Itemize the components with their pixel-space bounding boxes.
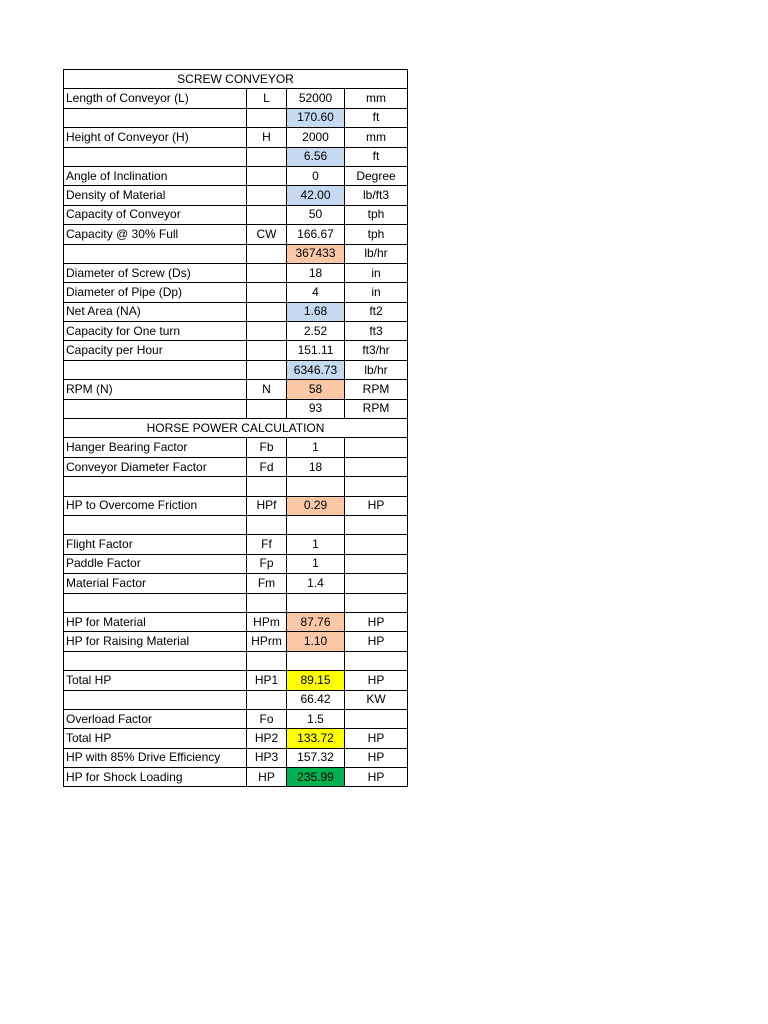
symbol-cell[interactable]: HPrm [247, 632, 287, 651]
unit-cell[interactable]: HP [345, 496, 408, 515]
unit-cell[interactable]: ft [345, 108, 408, 127]
value-cell[interactable]: 1.10 [287, 632, 345, 651]
unit-cell[interactable]: lb/hr [345, 244, 408, 263]
value-cell[interactable]: 133.72 [287, 729, 345, 748]
symbol-cell[interactable] [247, 360, 287, 379]
unit-cell[interactable]: ft3/hr [345, 341, 408, 360]
value-cell[interactable]: 1.5 [287, 709, 345, 728]
unit-cell[interactable]: in [345, 283, 408, 302]
symbol-cell[interactable]: L [247, 89, 287, 108]
parameter-cell[interactable] [64, 147, 247, 166]
value-cell[interactable]: 18 [287, 263, 345, 282]
unit-cell[interactable]: Degree [345, 166, 408, 185]
section-header-row [64, 70, 408, 89]
symbol-cell[interactable] [247, 341, 287, 360]
section-header: HORSE POWER CALCULATION [64, 419, 408, 438]
table-row [64, 438, 408, 457]
value-cell[interactable] [287, 651, 345, 670]
unit-cell[interactable]: tph [345, 225, 408, 244]
table-row [64, 496, 408, 515]
value-cell[interactable]: 367433 [287, 244, 345, 263]
value-cell[interactable]: 0.29 [287, 496, 345, 515]
table-row [64, 341, 408, 360]
symbol-cell[interactable] [247, 302, 287, 321]
value-cell[interactable] [287, 477, 345, 496]
symbol-cell[interactable] [247, 244, 287, 263]
parameter-cell[interactable] [64, 651, 247, 670]
value-cell[interactable]: 170.60 [287, 108, 345, 127]
symbol-cell[interactable] [247, 399, 287, 418]
table-row [64, 457, 408, 476]
table-row [64, 108, 408, 127]
symbol-cell[interactable]: Fm [247, 574, 287, 593]
parameter-cell[interactable]: HP for Raising Material [64, 632, 247, 651]
unit-cell[interactable] [345, 574, 408, 593]
value-cell[interactable]: 52000 [287, 89, 345, 108]
table-row [64, 593, 408, 612]
unit-cell[interactable] [345, 554, 408, 573]
unit-cell[interactable]: ft3 [345, 322, 408, 341]
parameter-cell[interactable] [64, 477, 247, 496]
value-cell[interactable]: 58 [287, 380, 345, 399]
parameter-cell[interactable]: HP for Material [64, 612, 247, 631]
value-cell[interactable]: 2.52 [287, 322, 345, 341]
parameter-cell[interactable]: Total HP [64, 671, 247, 690]
value-cell[interactable]: 50 [287, 205, 345, 224]
table-row [64, 380, 408, 399]
value-cell[interactable]: 89.15 [287, 671, 345, 690]
value-cell[interactable] [287, 515, 345, 534]
table-row [64, 399, 408, 418]
table-row [64, 166, 408, 185]
value-cell[interactable]: 1.68 [287, 302, 345, 321]
parameter-cell[interactable]: Density of Material [64, 186, 247, 205]
unit-cell[interactable]: in [345, 263, 408, 282]
table-row [64, 709, 408, 728]
section-header: SCREW CONVEYOR [64, 70, 408, 89]
value-cell[interactable]: 42.00 [287, 186, 345, 205]
value-cell[interactable]: 4 [287, 283, 345, 302]
unit-cell[interactable]: ft2 [345, 302, 408, 321]
value-cell[interactable]: 1 [287, 535, 345, 554]
symbol-cell[interactable] [247, 593, 287, 612]
table-row [64, 729, 408, 748]
symbol-cell[interactable] [247, 283, 287, 302]
symbol-cell[interactable]: Fo [247, 709, 287, 728]
symbol-cell[interactable]: HP [247, 768, 287, 787]
table-row [64, 632, 408, 651]
value-cell[interactable]: 151.11 [287, 341, 345, 360]
table-row [64, 651, 408, 670]
parameter-cell[interactable]: Capacity for One turn [64, 322, 247, 341]
unit-cell[interactable]: lb/ft3 [345, 186, 408, 205]
symbol-cell[interactable]: H [247, 128, 287, 147]
unit-cell[interactable] [345, 535, 408, 554]
table-row [64, 186, 408, 205]
unit-cell[interactable]: RPM [345, 399, 408, 418]
parameter-cell[interactable]: Overload Factor [64, 709, 247, 728]
unit-cell[interactable] [345, 515, 408, 534]
parameter-cell[interactable]: Net Area (NA) [64, 302, 247, 321]
table-row [64, 671, 408, 690]
parameter-cell[interactable]: Length of Conveyor (L) [64, 89, 247, 108]
value-cell[interactable]: 1.4 [287, 574, 345, 593]
value-cell[interactable]: 6346.73 [287, 360, 345, 379]
table-row [64, 360, 408, 379]
symbol-cell[interactable] [247, 205, 287, 224]
symbol-cell[interactable]: Fp [247, 554, 287, 573]
parameter-cell[interactable]: Paddle Factor [64, 554, 247, 573]
value-cell[interactable]: 166.67 [287, 225, 345, 244]
symbol-cell[interactable]: HP2 [247, 729, 287, 748]
section-header-row [64, 419, 408, 438]
table-row [64, 244, 408, 263]
value-cell[interactable]: 1 [287, 438, 345, 457]
symbol-cell[interactable] [247, 166, 287, 185]
table-row [64, 477, 408, 496]
parameter-cell[interactable] [64, 244, 247, 263]
symbol-cell[interactable] [247, 690, 287, 709]
parameter-cell[interactable]: HP with 85% Drive Efficiency [64, 748, 247, 767]
unit-cell[interactable] [345, 593, 408, 612]
symbol-cell[interactable]: Fb [247, 438, 287, 457]
symbol-cell[interactable]: Ff [247, 535, 287, 554]
table-row [64, 147, 408, 166]
parameter-cell[interactable] [64, 593, 247, 612]
parameter-cell[interactable] [64, 690, 247, 709]
unit-cell[interactable]: HP [345, 632, 408, 651]
symbol-cell[interactable] [247, 186, 287, 205]
symbol-cell[interactable] [247, 263, 287, 282]
symbol-cell[interactable]: Fd [247, 457, 287, 476]
unit-cell[interactable]: mm [345, 128, 408, 147]
parameter-cell[interactable]: Material Factor [64, 574, 247, 593]
parameter-cell[interactable]: Diameter of Pipe (Dp) [64, 283, 247, 302]
symbol-cell[interactable]: CW [247, 225, 287, 244]
value-cell[interactable]: 18 [287, 457, 345, 476]
unit-cell[interactable]: HP [345, 768, 408, 787]
table-row [64, 322, 408, 341]
value-cell[interactable]: 1 [287, 554, 345, 573]
table-row [64, 690, 408, 709]
parameter-cell[interactable]: Capacity per Hour [64, 341, 247, 360]
unit-cell[interactable] [345, 457, 408, 476]
parameter-cell[interactable]: HP for Shock Loading [64, 768, 247, 787]
symbol-cell[interactable]: HPm [247, 612, 287, 631]
table-row [64, 554, 408, 573]
unit-cell[interactable]: ft [345, 147, 408, 166]
value-cell[interactable] [287, 593, 345, 612]
parameter-cell[interactable] [64, 360, 247, 379]
symbol-cell[interactable] [247, 651, 287, 670]
table-row [64, 283, 408, 302]
value-cell[interactable]: 2000 [287, 128, 345, 147]
table-body [64, 70, 408, 787]
symbol-cell[interactable] [247, 515, 287, 534]
parameter-cell[interactable]: Capacity @ 30% Full [64, 225, 247, 244]
value-cell[interactable]: 93 [287, 399, 345, 418]
symbol-cell[interactable]: HP3 [247, 748, 287, 767]
parameter-cell[interactable]: RPM (N) [64, 380, 247, 399]
parameter-cell[interactable]: Hanger Bearing Factor [64, 438, 247, 457]
unit-cell[interactable]: HP [345, 729, 408, 748]
parameter-cell[interactable] [64, 515, 247, 534]
unit-cell[interactable]: HP [345, 612, 408, 631]
unit-cell[interactable]: KW [345, 690, 408, 709]
symbol-cell[interactable] [247, 477, 287, 496]
value-cell[interactable]: 157.32 [287, 748, 345, 767]
table-row [64, 574, 408, 593]
unit-cell[interactable]: HP [345, 671, 408, 690]
table-row [64, 612, 408, 631]
unit-cell[interactable] [345, 438, 408, 457]
value-cell[interactable]: 0 [287, 166, 345, 185]
parameter-cell[interactable] [64, 399, 247, 418]
symbol-cell[interactable] [247, 322, 287, 341]
parameter-cell[interactable]: Angle of Inclination [64, 166, 247, 185]
parameter-cell[interactable]: Capacity of Conveyor [64, 205, 247, 224]
parameter-cell[interactable]: Height of Conveyor (H) [64, 128, 247, 147]
value-cell[interactable]: 87.76 [287, 612, 345, 631]
table-row [64, 128, 408, 147]
parameter-cell[interactable]: Total HP [64, 729, 247, 748]
table-row [64, 768, 408, 787]
screw-conveyor-table [63, 69, 408, 787]
value-cell[interactable]: 66.42 [287, 690, 345, 709]
value-cell[interactable]: 235.99 [287, 768, 345, 787]
table-row [64, 89, 408, 108]
parameter-cell[interactable]: Flight Factor [64, 535, 247, 554]
table-row [64, 263, 408, 282]
unit-cell[interactable]: lb/hr [345, 360, 408, 379]
parameter-cell[interactable]: Conveyor Diameter Factor [64, 457, 247, 476]
parameter-cell[interactable]: Diameter of Screw (Ds) [64, 263, 247, 282]
parameter-cell[interactable]: HP to Overcome Friction [64, 496, 247, 515]
symbol-cell[interactable] [247, 147, 287, 166]
unit-cell[interactable] [345, 709, 408, 728]
symbol-cell[interactable]: N [247, 380, 287, 399]
table-row [64, 748, 408, 767]
unit-cell[interactable] [345, 651, 408, 670]
symbol-cell[interactable] [247, 108, 287, 127]
value-cell[interactable]: 6.56 [287, 147, 345, 166]
unit-cell[interactable]: RPM [345, 380, 408, 399]
table-row [64, 205, 408, 224]
unit-cell[interactable] [345, 477, 408, 496]
parameter-cell[interactable] [64, 108, 247, 127]
table-row [64, 515, 408, 534]
table-row [64, 225, 408, 244]
symbol-cell[interactable]: HPf [247, 496, 287, 515]
unit-cell[interactable]: HP [345, 748, 408, 767]
unit-cell[interactable]: tph [345, 205, 408, 224]
table-row [64, 535, 408, 554]
table-row [64, 302, 408, 321]
unit-cell[interactable]: mm [345, 89, 408, 108]
symbol-cell[interactable]: HP1 [247, 671, 287, 690]
